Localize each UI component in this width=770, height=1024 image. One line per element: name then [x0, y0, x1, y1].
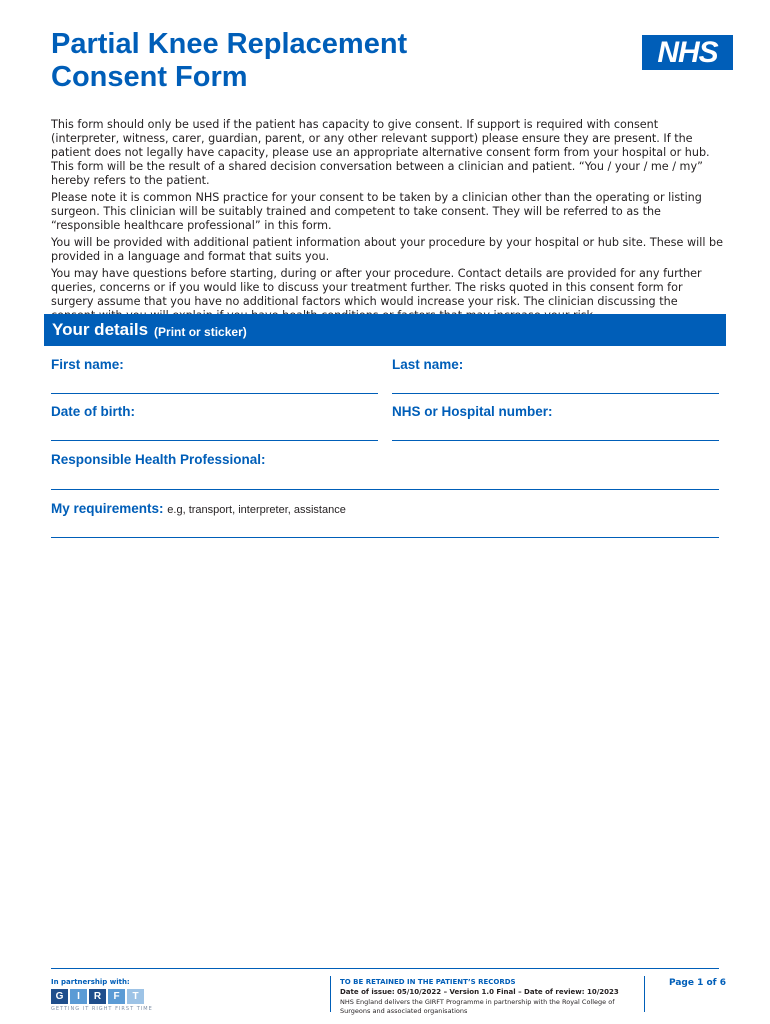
intro-paragraph: This form should only be used if the patient has capacity to give consent. If support is required with consent (interpreter, witness, carer, guardian, parent, or any other relevant support) please ensure they are present. If the patient does not legally have capacity, please use an appropriate alternative consent form from your hospital or hub. This form will be the result of a shared decision conversation between a clinician and patient. “You / your / me / my” hereby refers to the patient. — [51, 118, 710, 187]
first-name-field[interactable] — [51, 393, 378, 394]
rhp-field[interactable] — [51, 489, 719, 490]
girft-letter: R — [89, 989, 106, 1004]
dob-field[interactable] — [51, 440, 378, 441]
requirements-label — [51, 501, 346, 516]
your-details-header — [44, 314, 726, 346]
section-title: Your details — [52, 320, 149, 339]
intro-paragraph: You will be provided with additional patient information about your procedure by your hospital or hub site. These will be provided in a language and format that suits you. — [51, 236, 723, 263]
intro-paragraph: You may have questions before starting, during or after your procedure. Contact details are provided for any further queries, concerns or if you would like to discuss your treatment further. The risks quoted in this consent form for surgery assume that you have no additional factors which would increase your risk. The clinician discussing the — [51, 267, 702, 308]
girft-letter: I — [70, 989, 87, 1004]
girft-logo — [51, 989, 144, 1004]
girft-letter: F — [108, 989, 125, 1004]
footer-separator — [330, 976, 331, 1012]
intro-paragraph: Please note it is common NHS practice for your consent to be taken by a clinician other than the operating or listing surgeon. This clinician will be suitably trained and competent to take consent. They will be referred to as the “responsible healthcare professional” in this form. — [51, 191, 702, 232]
requirements-field[interactable] — [51, 537, 719, 538]
retain-notice: TO BE RETAINED IN THE PATIENT’S RECORDS — [340, 978, 516, 986]
page-number: Page 1 of 6 — [669, 978, 726, 988]
girft-tagline: GETTING IT RIGHT FIRST TIME — [51, 1006, 153, 1012]
girft-note: NHS England delivers the GIRFT Programme in partnership with the Royal College of Surgeons and associated organisations — [340, 998, 615, 1015]
dob-label: Date of birth: — [51, 404, 135, 419]
nhs-logo: NHS — [642, 35, 733, 70]
requirements-hint: e.g, transport, interpreter, assistance — [167, 504, 346, 516]
section-subtitle: (Print or sticker) — [154, 324, 247, 339]
nhs-number-label: NHS or Hospital number: — [392, 404, 553, 419]
first-name-label: First name: — [51, 357, 124, 372]
nhs-number-field[interactable] — [392, 440, 719, 441]
requirements-label-text: My requirements: — [51, 501, 164, 516]
girft-letter: T — [127, 989, 144, 1004]
title-line-1: Partial Knee Replacement — [51, 28, 408, 60]
footer-separator — [644, 976, 645, 1012]
footer-divider — [51, 968, 719, 969]
last-name-field[interactable] — [392, 393, 719, 394]
partnership-label: In partnership with: — [51, 978, 130, 986]
last-name-label: Last name: — [392, 357, 464, 372]
intro-text — [51, 118, 723, 326]
rhp-label: Responsible Health Professional: — [51, 452, 266, 467]
page-title — [51, 28, 407, 94]
girft-letter: G — [51, 989, 68, 1004]
issue-info: Date of issue: 05/10/2022 – Version 1.0 Final – Date of review: 10/2023 — [340, 988, 619, 996]
title-line-2: Consent Form — [51, 61, 248, 93]
